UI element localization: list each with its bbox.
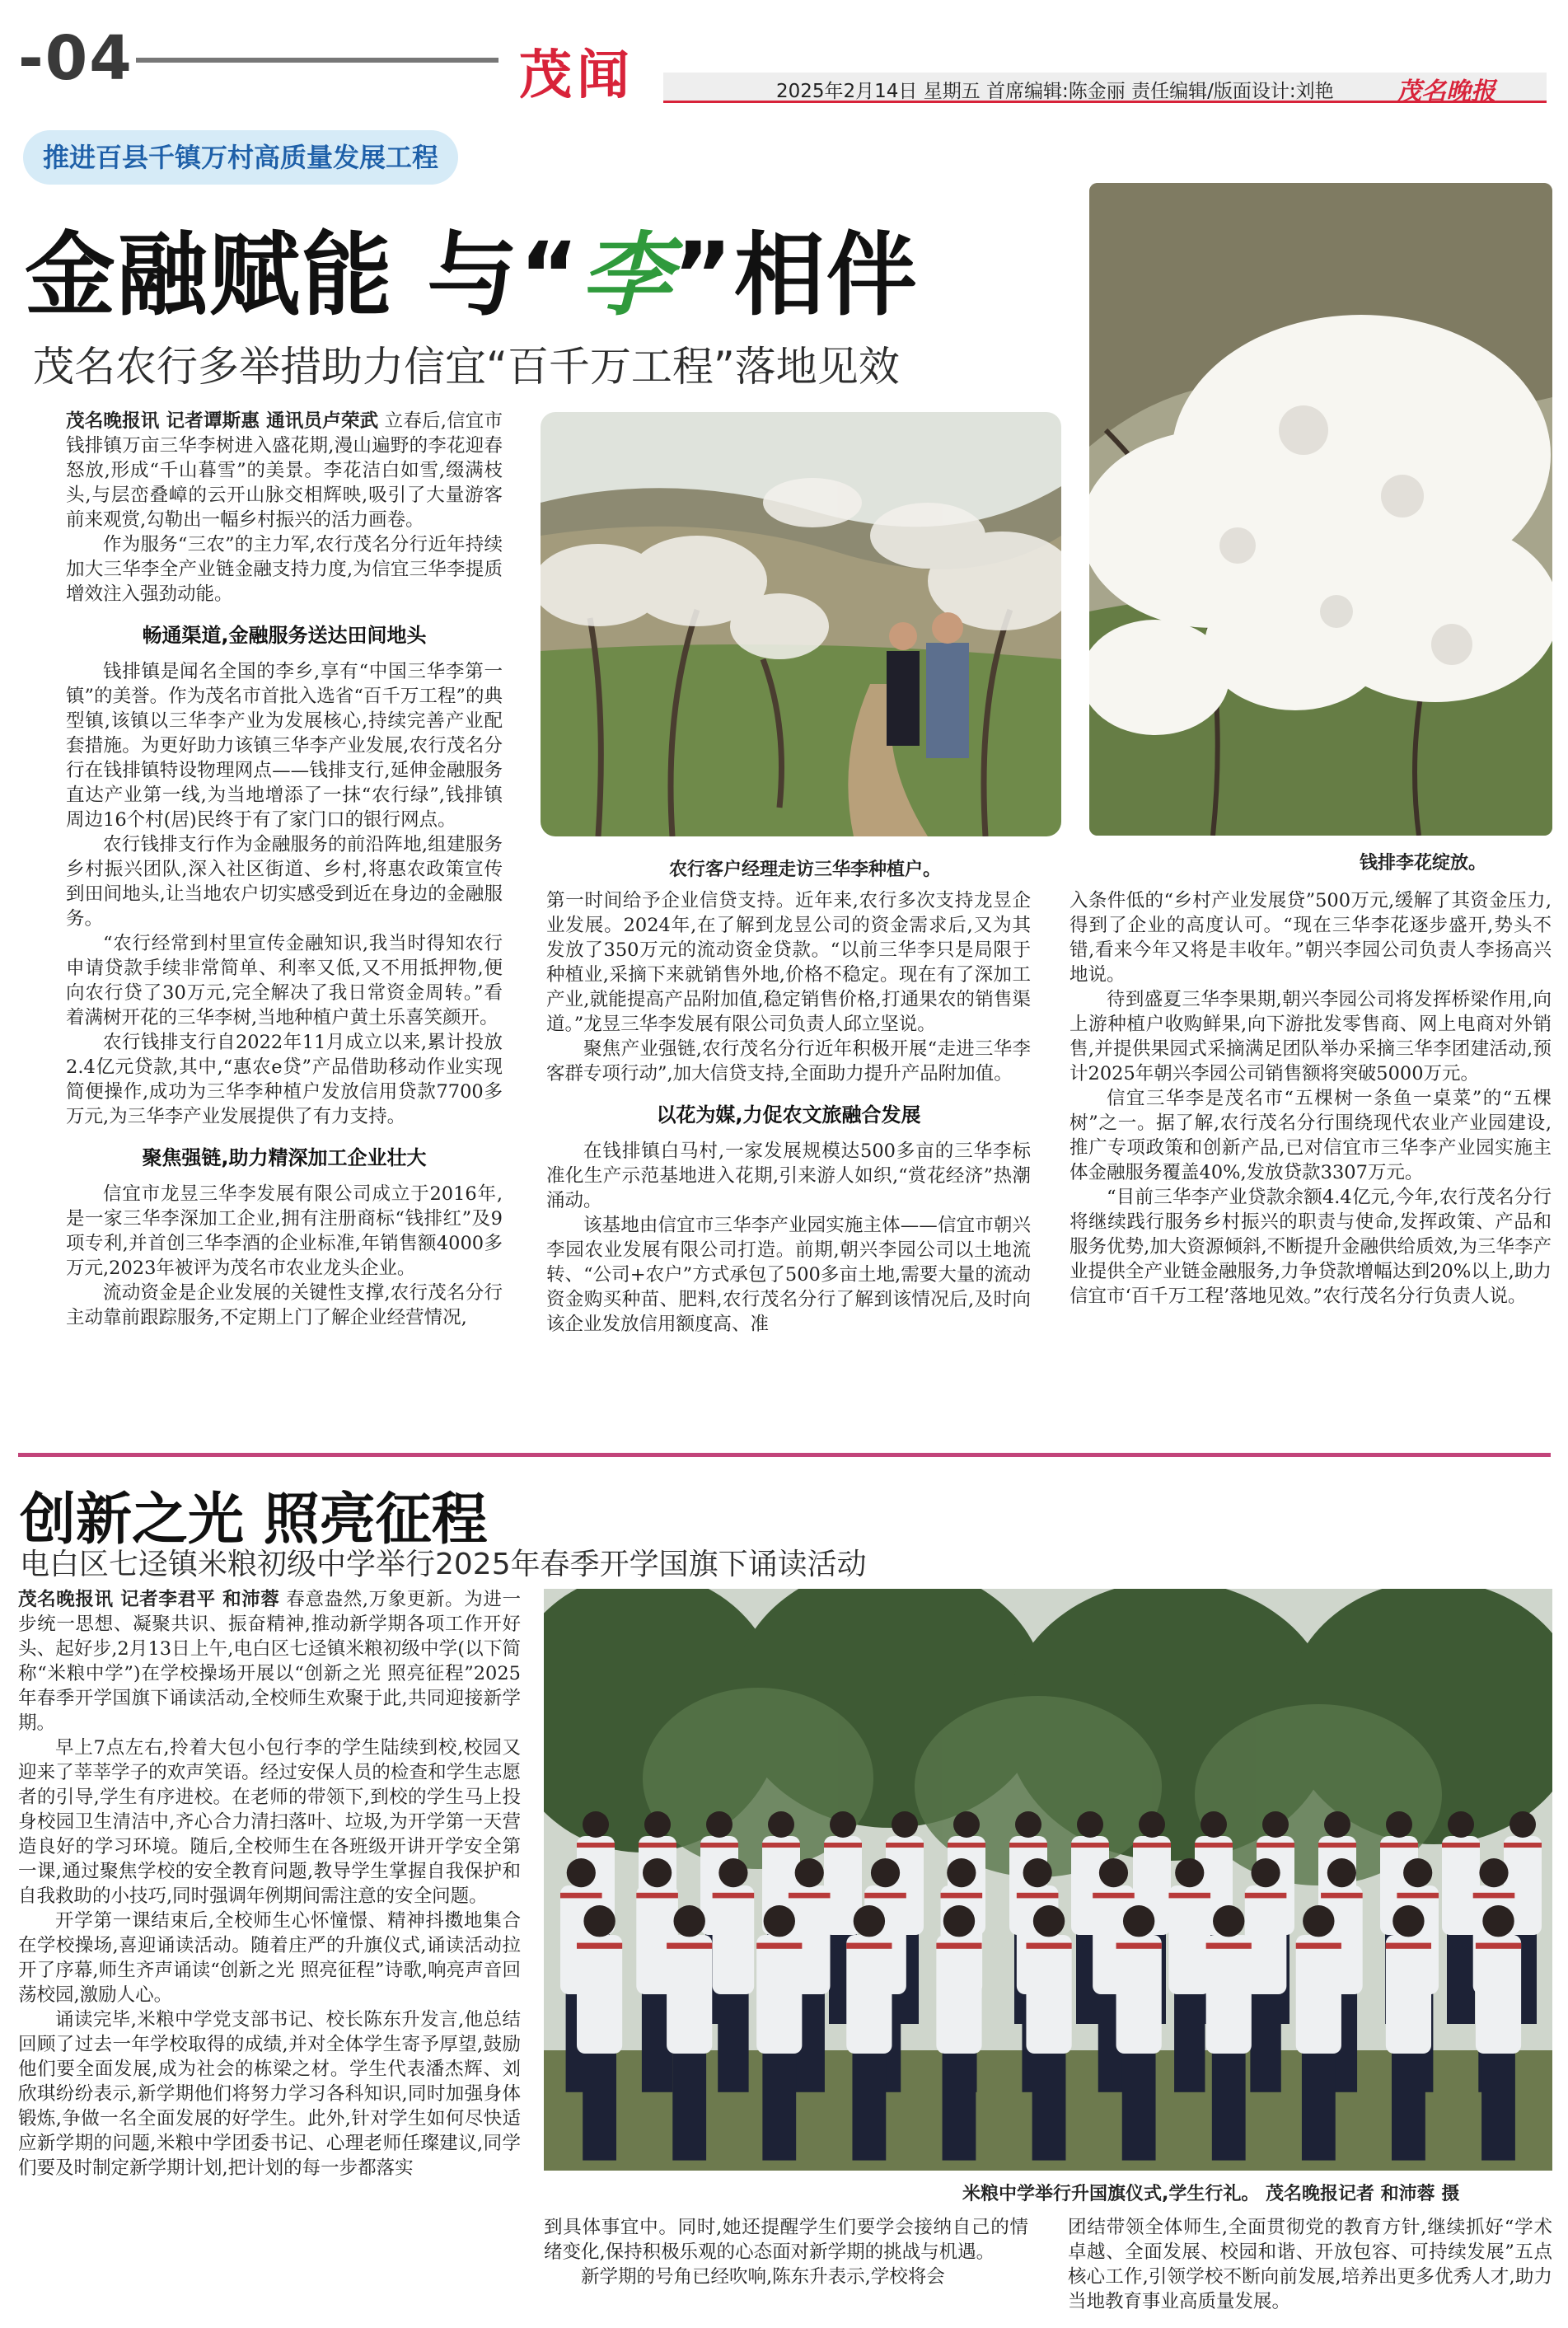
story2-column-3 xyxy=(1068,2215,1552,2314)
paragraph: 聚焦产业强链,农行茂名分行近年积极开展“走进三华李客群专项行动”,加大信贷支持,全面助力提升产品附加值。 xyxy=(546,1038,1031,1084)
photo-plum-blossom xyxy=(1089,183,1552,836)
paragraph: 新学期的号角已经吹响,陈东升表示,学校将会 xyxy=(581,2266,945,2288)
paragraph: 入条件低的“乡村产业发展贷”500万元,缓解了其资金压力,得到了企业的高度认可。“现在三华李花逐步盛开,势头不错,看来今年又将是丰收年。”朝兴李园公司负责人李扬高兴地说。 xyxy=(1070,890,1552,986)
headline-part2: ”相伴 xyxy=(672,222,919,328)
plum-blossom-image xyxy=(1089,183,1552,836)
paragraph: 茂名晚报讯 记者李君平 和沛蓉 春意盎然,万象更新。为进一步统一思想、凝聚共识、振奋精神,推动新学期各项工作开好头、起好步,2月13日上午,电白区七迳镇米粮初级中学(以下简称“米粮中学”)在学校操场开展以“创新之光 照亮征程”2025年春季开学国旗下诵读活动,全校师生欢聚于此,共同迎接新学期。 xyxy=(18,1589,522,1734)
topic-tag: 推进百县千镇万村高质量发展工程 xyxy=(23,130,458,185)
headline-part1: 金融赋能 与“ xyxy=(25,222,581,328)
paragraph: 该基地由信宜市三华李产业园实施主体——信宜市朝兴李园农业发展有限公司打造。前期,朝兴李园公司以土地流转、“公司+农户”方式承包了500多亩土地,需要大量的流动资金购买种苗、肥料,农行茂名分行了解到该情况后,及时向该企业发放信用额度高、准 xyxy=(546,1215,1031,1335)
photo-flag-ceremony xyxy=(544,1589,1552,2171)
story2-column-2 xyxy=(544,2215,1028,2289)
section-name: 茂闻 xyxy=(519,45,634,106)
caption-orchard-visit: 农行客户经理走访三华李种植户。 xyxy=(669,860,942,880)
paragraph: 信宜三华李是茂名市“五棵树一条鱼一桌菜”的“五棵树”之一。据了解,农行茂名分行围绕现代农业产业园建设,推广专项政策和创新产品,已对信宜市三华李产业园实施主体金融服务覆盖40%,发放贷款3307万元。 xyxy=(1070,1088,1552,1183)
paragraph: 流动资金是企业发展的关键性支撑,农行茂名分行主动靠前跟踪服务,不定期上门了解企业经营情况, xyxy=(66,1282,503,1328)
paragraph: 农行钱排支行作为金融服务的前沿阵地,组建服务乡村振兴团队,深入社区街道、乡村,将惠农政策宣传到田间地头,让当地农户切实感受到近在身边的金融服务。 xyxy=(66,834,503,930)
headline-li-char: 李 xyxy=(580,222,673,328)
paragraph: 待到盛夏三华李果期,朝兴李园公司将发挥桥梁作用,向上游种植户收购鲜果,向下游批发零售商、网上电商对外销售,并提供果园式采摘满足团队举办采摘三华李团建活动,预计2025年朝兴李园公司销售额将突破5000万元。 xyxy=(1070,989,1552,1084)
orchard-visit-image xyxy=(541,412,1061,836)
section-heading: 畅通渠道,金融服务送达田间地头 xyxy=(142,624,427,647)
caption-flag-ceremony: 米粮中学举行升国旗仪式,学生行礼。 茂名晚报记者 和沛蓉 摄 xyxy=(962,2184,1460,2204)
paragraph: 第一时间给予企业信贷支持。近年来,农行多次支持龙昱企业发展。2024年,在了解到龙昱公司的资金需求后,又为其发放了350万元的流动资金贷款。“以前三华李只是局限于种植业,采摘下来就销售外地,价格不稳定。现在有了深加工产业,就能提高产品附加值,稳定销售价格,打通果农的销售渠道。”龙昱三华李发展有限公司负责人邱立坚说。 xyxy=(546,890,1031,1035)
flag-ceremony-image xyxy=(544,1589,1552,2171)
caption-plum-blossom: 钱排李花绽放。 xyxy=(1360,853,1487,874)
byline: 茂名晚报讯 记者谭斯惠 通讯员卢荣武 xyxy=(66,410,379,432)
page-number: -04 xyxy=(18,23,133,94)
section-heading: 聚焦强链,助力精深加工企业壮大 xyxy=(142,1146,427,1169)
paragraph: 茂名晚报讯 记者谭斯惠 通讯员卢荣武 立春后,信宜市钱排镇万亩三华李树进入盛花期,漫山遍野的李花迎春怒放,形成“千山暮雪”的美景。李花洁白如雪,缀满枝头,与层峦叠嶂的云开山脉交相辉映,吸引了大量游客前来观赏,勾勒出一幅乡村振兴的活力画卷。 xyxy=(66,410,503,531)
section-heading: 以花为媒,力促农文旅融合发展 xyxy=(656,1103,921,1127)
story1-subheadline: 茂名农行多举措助力信宜“百千万工程”落地见效 xyxy=(33,343,900,391)
header-info-line: 2025年2月14日 星期五 首席编辑:陈金丽 责任编辑/版面设计:刘艳 xyxy=(776,81,1334,102)
newspaper-brand: 茂名晚报 xyxy=(1397,77,1495,106)
paragraph: 钱排镇是闻名全国的李乡,享有“中国三华李第一镇”的美誉。作为茂名市首批入选省“百千万工程”的典型镇,该镇以三华李产业为发展核心,持续完善产业配套措施。为更好助力该镇三华李产业发展,农行茂名分行在钱排镇特设物理网点——钱排支行,延伸金融服务直达产业第一线,为当地增添了一抹“农行绿”,钱排镇周边16个村(居)民终于有了家门口的银行网点。 xyxy=(66,661,503,831)
paragraph: 开学第一课结束后,全校师生心怀憧憬、精神抖擞地集合在学校操场,喜迎诵读活动。随着庄严的升旗仪式,诵读活动拉开了序幕,师生齐声诵读“创新之光 照亮征程”诗歌,响亮声音回荡校园,激励人心。 xyxy=(18,1910,521,2006)
story2-subheadline: 电白区七迳镇米粮初级中学举行2025年春季开学国旗下诵读活动 xyxy=(20,1548,867,1581)
story1-headline xyxy=(25,203,919,333)
story2-column-1 xyxy=(18,1587,521,2180)
paragraph: 信宜市龙昱三华李发展有限公司成立于2016年,是一家三华李深加工企业,拥有注册商标“钱排红”及9项专利,并首创三华李酒的企业标准,年销售额4000多万元,2023年被评为茂名市农业龙头企业。 xyxy=(66,1183,503,1279)
paragraph: “农行经常到村里宣传金融知识,我当时得知农行申请贷款手续非常简单、利率又低,又不用抵押物,便向农行贷了30万元,完全解决了我日常资金周转。”看着满树开花的三华李树,当地种植户黄土乐喜笑颜开。 xyxy=(66,933,503,1028)
story1-column-3 xyxy=(1070,888,1552,1309)
story1-column-2 xyxy=(546,888,1031,1337)
paragraph: 到具体事宜中。同时,她还提醒学生们要学会接纳自己的情绪变化,保持积极乐观的心态面对新学期的挑战与机遇。 xyxy=(544,2217,1028,2263)
paragraph: 在钱排镇白马村,一家发展规模达500多亩的三华李标准化生产示范基地进入花期,引来游人如织,“赏花经济”热潮涌动。 xyxy=(546,1141,1031,1211)
paragraph: “目前三华李产业贷款余额4.4亿元,今年,农行茂名分行将继续践行服务乡村振兴的职责与使命,发挥政策、产品和服务优势,加大资源倾斜,不断提升金融供给质效,为三华李产业提供全产业链金融服务,力争贷款增幅达到20%以上,助力信宜市‘百千万工程’落地见效。”农行茂名分行负责人说。 xyxy=(1070,1187,1552,1307)
paragraph: 团结带领全体师生,全面贯彻党的教育方针,继续抓好“学术卓越、全面发展、校园和谐、开放包容、可持续发展”五点核心工作,引领学校不断向前发展,培养出更多优秀人才,助力当地教育事业高质量发展。 xyxy=(1068,2217,1552,2312)
paragraph: 诵读完毕,米粮中学党支部书记、校长陈东升发言,他总结回顾了过去一年学校取得的成绩,并对全体学生寄予厚望,鼓励他们要全面发展,成为社会的栋梁之材。学生代表潘杰辉、刘欣琪纷纷表示,新学期他们将努力学习各科知识,同时加强身体锻炼,争做一名全面发展的好学生。此外,针对学生如何尽快适应新学期的问题,米粮中学团委书记、心理老师任璨建议,同学们要及时制定新学期计划,把计划的每一步都落实 xyxy=(18,2009,521,2179)
header-rule xyxy=(136,58,498,63)
photo-orchard-visit xyxy=(541,412,1061,836)
story1-column-1 xyxy=(66,409,503,1330)
paragraph: 早上7点左右,拎着大包小包行李的学生陆续到校,校园又迎来了莘莘学子的欢声笑语。经过安保人员的检查和学生志愿者的引导,学生有序进校。在老师的带领下,到校的学生马上投身校园卫生清洁中,齐心合力清扫落叶、垃圾,为开学第一天营造良好的学习环境。随后,全校师生在各班级开讲开学安全第一课,通过聚焦学校的安全教育问题,教导学生掌握自我保护和自我救助的小技巧,同时强调年例期间需注意的安全问题。 xyxy=(18,1737,521,1907)
byline: 茂名晚报讯 记者李君平 和沛蓉 xyxy=(18,1589,280,1610)
story-divider xyxy=(18,1453,1551,1457)
paragraph: 农行钱排支行自2022年11月成立以来,累计投放2.4亿元贷款,其中,“惠农e贷”产品借助移动作业实现简便操作,成功为三华李种植户发放信用贷款7700多万元,为三华李产业发展提供了有力支持。 xyxy=(66,1032,503,1127)
story2-headline: 创新之光 照亮征程 xyxy=(20,1487,488,1553)
paragraph: 作为服务“三农”的主力军,农行茂名分行近年持续加大三华李全产业链金融支持力度,为信宜三华李提质增效注入强劲动能。 xyxy=(66,534,503,605)
